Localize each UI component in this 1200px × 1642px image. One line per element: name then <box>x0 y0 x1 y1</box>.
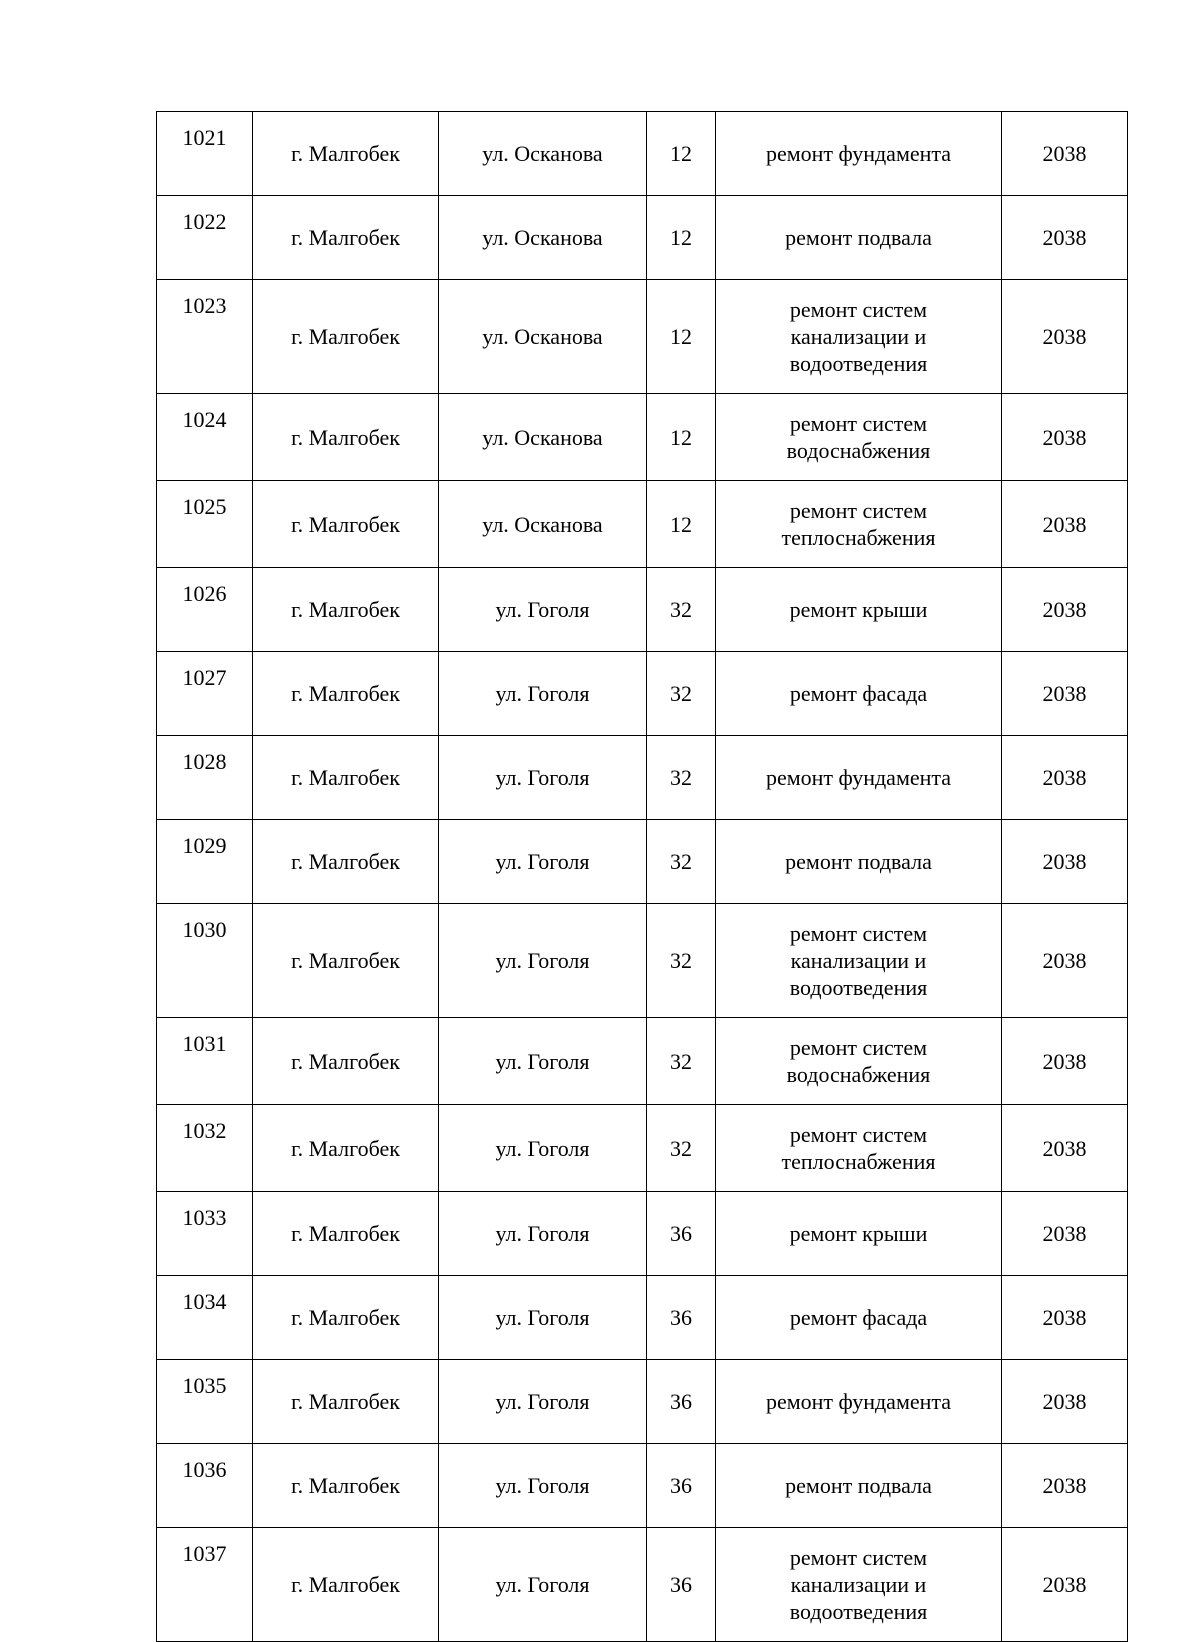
work-type-line: ремонт подвала <box>785 849 932 874</box>
table-row <box>157 820 1128 904</box>
work-type-cell <box>716 652 1002 736</box>
table-row <box>157 394 1128 481</box>
table-row <box>157 196 1128 280</box>
year-cell: 2038 <box>1002 1105 1128 1192</box>
work-type-cell <box>716 1276 1002 1360</box>
row-number-cell: 1029 <box>157 820 253 904</box>
work-type-line: канализации и <box>790 324 927 349</box>
work-type-line: ремонт фундамента <box>765 141 952 166</box>
work-type-line: канализации и <box>790 948 927 973</box>
street-cell: ул. Осканова <box>439 112 647 196</box>
year-cell: 2038 <box>1002 280 1128 394</box>
work-type-line: водоснабжения <box>786 438 931 463</box>
house-number-cell: 12 <box>647 394 716 481</box>
street-cell: ул. Гоголя <box>439 820 647 904</box>
work-type-cell <box>716 394 1002 481</box>
table-row <box>157 904 1128 1018</box>
table-row <box>157 481 1128 568</box>
repair-schedule-table <box>156 111 1128 1642</box>
year-cell: 2038 <box>1002 1528 1128 1642</box>
city-cell: г. Малгобек <box>253 1528 439 1642</box>
city-cell: г. Малгобек <box>253 280 439 394</box>
work-type-line: водоотведения <box>789 975 928 1000</box>
row-number-cell: 1030 <box>157 904 253 1018</box>
row-number-cell: 1035 <box>157 1360 253 1444</box>
house-number-cell: 36 <box>647 1528 716 1642</box>
table-row <box>157 652 1128 736</box>
street-cell: ул. Осканова <box>439 280 647 394</box>
street-cell: ул. Гоголя <box>439 1276 647 1360</box>
work-type-line: теплоснабжения <box>781 1149 936 1174</box>
street-cell: ул. Гоголя <box>439 736 647 820</box>
row-number-cell: 1037 <box>157 1528 253 1642</box>
work-type-line: канализации и <box>790 1572 927 1597</box>
row-number-cell: 1031 <box>157 1018 253 1105</box>
work-type-line: ремонт систем <box>789 1035 928 1060</box>
row-number-cell: 1021 <box>157 112 253 196</box>
work-type-cell <box>716 736 1002 820</box>
city-cell: г. Малгобек <box>253 652 439 736</box>
work-type-line: ремонт систем <box>789 411 928 436</box>
year-cell: 2038 <box>1002 1276 1128 1360</box>
house-number-cell: 36 <box>647 1444 716 1528</box>
work-type-line: ремонт фасада <box>789 1305 928 1330</box>
year-cell: 2038 <box>1002 1360 1128 1444</box>
year-cell: 2038 <box>1002 652 1128 736</box>
work-type-line: водоотведения <box>789 1599 928 1624</box>
work-type-line: ремонт систем <box>789 1122 928 1147</box>
house-number-cell: 32 <box>647 904 716 1018</box>
row-number-cell: 1027 <box>157 652 253 736</box>
house-number-cell: 32 <box>647 1018 716 1105</box>
house-number-cell: 32 <box>647 652 716 736</box>
work-type-cell <box>716 904 1002 1018</box>
work-type-line: ремонт крыши <box>789 1221 928 1246</box>
house-number-cell: 32 <box>647 568 716 652</box>
year-cell: 2038 <box>1002 394 1128 481</box>
work-type-cell <box>716 568 1002 652</box>
house-number-cell: 12 <box>647 112 716 196</box>
row-number-cell: 1028 <box>157 736 253 820</box>
work-type-cell <box>716 112 1002 196</box>
street-cell: ул. Осканова <box>439 394 647 481</box>
work-type-cell <box>716 1192 1002 1276</box>
work-type-cell <box>716 1444 1002 1528</box>
city-cell: г. Малгобек <box>253 904 439 1018</box>
table-row <box>157 1192 1128 1276</box>
house-number-cell: 12 <box>647 481 716 568</box>
city-cell: г. Малгобек <box>253 1444 439 1528</box>
year-cell: 2038 <box>1002 568 1128 652</box>
street-cell: ул. Гоголя <box>439 568 647 652</box>
city-cell: г. Малгобек <box>253 1192 439 1276</box>
city-cell: г. Малгобек <box>253 1105 439 1192</box>
house-number-cell: 36 <box>647 1276 716 1360</box>
year-cell: 2038 <box>1002 904 1128 1018</box>
row-number-cell: 1025 <box>157 481 253 568</box>
house-number-cell: 32 <box>647 1105 716 1192</box>
year-cell: 2038 <box>1002 820 1128 904</box>
street-cell: ул. Гоголя <box>439 1528 647 1642</box>
city-cell: г. Малгобек <box>253 1360 439 1444</box>
year-cell: 2038 <box>1002 1444 1128 1528</box>
work-type-line: ремонт систем <box>789 921 928 946</box>
year-cell: 2038 <box>1002 112 1128 196</box>
row-number-cell: 1026 <box>157 568 253 652</box>
table-row <box>157 736 1128 820</box>
row-number-cell: 1036 <box>157 1444 253 1528</box>
table-row <box>157 1105 1128 1192</box>
work-type-line: ремонт систем <box>789 1545 928 1570</box>
year-cell: 2038 <box>1002 481 1128 568</box>
row-number-cell: 1034 <box>157 1276 253 1360</box>
house-number-cell: 12 <box>647 196 716 280</box>
street-cell: ул. Осканова <box>439 481 647 568</box>
work-type-cell <box>716 820 1002 904</box>
work-type-line: водоснабжения <box>786 1062 931 1087</box>
row-number-cell: 1032 <box>157 1105 253 1192</box>
city-cell: г. Малгобек <box>253 196 439 280</box>
work-type-line: ремонт крыши <box>789 597 928 622</box>
house-number-cell: 36 <box>647 1192 716 1276</box>
city-cell: г. Малгобек <box>253 736 439 820</box>
row-number-cell: 1033 <box>157 1192 253 1276</box>
work-type-cell <box>716 1360 1002 1444</box>
work-type-line: теплоснабжения <box>781 525 936 550</box>
city-cell: г. Малгобек <box>253 394 439 481</box>
work-type-line: водоотведения <box>789 351 928 376</box>
work-type-cell <box>716 1105 1002 1192</box>
row-number-cell: 1023 <box>157 280 253 394</box>
city-cell: г. Малгобек <box>253 112 439 196</box>
street-cell: ул. Гоголя <box>439 1444 647 1528</box>
street-cell: ул. Гоголя <box>439 904 647 1018</box>
city-cell: г. Малгобек <box>253 1018 439 1105</box>
city-cell: г. Малгобек <box>253 1276 439 1360</box>
work-type-cell <box>716 1018 1002 1105</box>
year-cell: 2038 <box>1002 1192 1128 1276</box>
work-type-line: ремонт подвала <box>785 225 932 250</box>
table-row <box>157 112 1128 196</box>
table-body <box>157 112 1128 1642</box>
work-type-cell <box>716 280 1002 394</box>
house-number-cell: 12 <box>647 280 716 394</box>
work-type-line: ремонт подвала <box>785 1473 932 1498</box>
house-number-cell: 32 <box>647 736 716 820</box>
table-row <box>157 280 1128 394</box>
work-type-line: ремонт систем <box>789 498 928 523</box>
year-cell: 2038 <box>1002 196 1128 280</box>
city-cell: г. Малгобек <box>253 820 439 904</box>
work-type-line: ремонт систем <box>789 297 928 322</box>
city-cell: г. Малгобек <box>253 481 439 568</box>
table-row <box>157 1360 1128 1444</box>
street-cell: ул. Гоголя <box>439 1360 647 1444</box>
work-type-line: ремонт фасада <box>789 681 928 706</box>
table-row <box>157 1528 1128 1642</box>
year-cell: 2038 <box>1002 736 1128 820</box>
table-row <box>157 1018 1128 1105</box>
table-row <box>157 1444 1128 1528</box>
work-type-line: ремонт фундамента <box>765 1389 952 1414</box>
work-type-cell <box>716 196 1002 280</box>
row-number-cell: 1022 <box>157 196 253 280</box>
street-cell: ул. Гоголя <box>439 1018 647 1105</box>
house-number-cell: 32 <box>647 820 716 904</box>
street-cell: ул. Гоголя <box>439 1192 647 1276</box>
house-number-cell: 36 <box>647 1360 716 1444</box>
street-cell: ул. Гоголя <box>439 1105 647 1192</box>
table-row <box>157 1276 1128 1360</box>
work-type-cell <box>716 481 1002 568</box>
work-type-line: ремонт фундамента <box>765 765 952 790</box>
table-row <box>157 568 1128 652</box>
year-cell: 2038 <box>1002 1018 1128 1105</box>
city-cell: г. Малгобек <box>253 568 439 652</box>
street-cell: ул. Осканова <box>439 196 647 280</box>
work-type-cell <box>716 1528 1002 1642</box>
row-number-cell: 1024 <box>157 394 253 481</box>
street-cell: ул. Гоголя <box>439 652 647 736</box>
